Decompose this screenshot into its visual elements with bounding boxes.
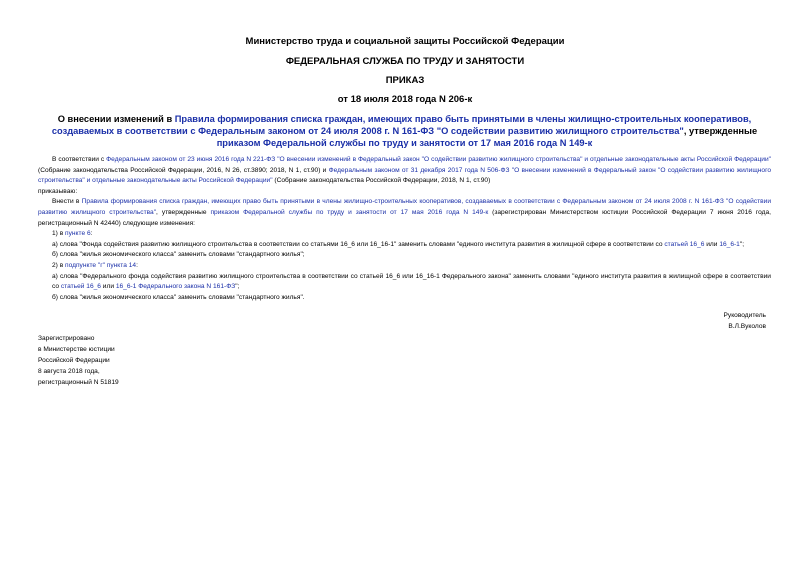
item-text: "; xyxy=(235,283,240,291)
article-16-6-1-link[interactable]: 16_6-1 xyxy=(719,240,740,248)
title-text: О внесении изменений в xyxy=(57,114,175,124)
document-title xyxy=(38,113,771,149)
amendment-paragraph xyxy=(38,197,771,229)
document-type: ПРИКАЗ xyxy=(385,75,425,86)
service-heading: ФЕДЕРАЛЬНАЯ СЛУЖБА ПО ТРУДУ И ЗАНЯТОСТИ xyxy=(285,56,525,67)
item-text: 1) в xyxy=(52,230,66,238)
item-text: : xyxy=(90,230,93,238)
paragraph-text: Внести в xyxy=(52,198,82,206)
item-text: "; xyxy=(739,240,745,248)
registration-line: в Министерстве юстиции xyxy=(38,346,115,353)
order-link[interactable]: приказом Федеральной службы по труду и занятости от 17 мая 2016 года N 149-к xyxy=(210,208,489,216)
item-1 xyxy=(38,229,771,240)
item-text: : xyxy=(136,261,138,269)
item-text: или xyxy=(100,283,116,291)
registration-number: регистрационный N 51819 xyxy=(38,379,119,386)
article-16-6-link[interactable]: статьей 16_6 xyxy=(60,283,101,291)
item-text: или xyxy=(704,240,720,248)
item-text: 2) в xyxy=(52,261,66,269)
item-text: а) слова "Фонда содействия развитию жилищного строительства в соответствии со статьями 16_6 или 16_16-1" заменить словами "единого института развития в жилищной сфере в соответствии со xyxy=(52,240,665,248)
paragraph-text: (Собрание законодательства Российской Федерации, 2018, N 1, ст.90) xyxy=(272,177,491,185)
law-link-506fz[interactable]: Федеральным законом от 31 декабря 2017 года N 506-ФЗ "О внесении изменений в Федеральный закон "О содействии развитию жилищного строительства" и отдельные законодательные акты Российской Федерации" xyxy=(38,166,771,185)
signature-block xyxy=(724,310,766,332)
ministry-heading: Министерство труда и социальной защиты Российской Федерации xyxy=(245,36,565,47)
signatory-position: Руководитель xyxy=(723,312,766,319)
title-link-rules[interactable]: Правила формирования списка граждан, имеющих право быть принятыми в члены жилищно-строительных кооперативов, создаваемых в соответствии с Федеральным законом от 24 июля 2008 г. N 161-ФЗ "О содействии развитию жилищного строительства" xyxy=(51,114,752,136)
subpoint-g-point-14-link[interactable]: подпункте "г" пункта 14 xyxy=(65,261,137,269)
document-date-number: от 18 июля 2018 года N 206-к xyxy=(337,94,473,105)
preamble-paragraph xyxy=(38,155,771,187)
paragraph-text: В соответствии с xyxy=(52,156,107,163)
point-6-link[interactable]: пункте 6 xyxy=(65,230,91,238)
title-text: , утвержденные xyxy=(683,126,758,136)
paragraph-text: , утвержденные xyxy=(156,208,211,216)
rules-link[interactable]: Правила формирования списка граждан, имеющих право быть принятыми в члены жилищно-строительных кооперативов, создаваемых в соответствии с Федеральным законом от 24 июля 2008 г. N 161-ФЗ "О содействии развитию жилищного строительства" xyxy=(38,198,772,216)
registration-line: Российской Федерации xyxy=(38,357,110,364)
item-text: а) слова "Федерального фонда содействия развитию жилищного строительства в соответствии со статьей 16_6 или 16_16-1 Федерального закона" заменить словами "единого института развития в жилищной сфере в соответствии со xyxy=(52,272,771,291)
registration-date: 8 августа 2018 года, xyxy=(38,368,100,375)
document-body xyxy=(38,155,771,303)
item-2 xyxy=(38,261,771,272)
paragraph-text: (зарегистрирован Министерством юстиции Российской Федерации 7 июня 2016 года, регистрационный N 42440) следующие изменения: xyxy=(38,208,771,227)
item-2b: б) слова "жилья экономического класса" заменить словами "стандартного жилья". xyxy=(52,293,305,301)
article-16-6-1-law-link[interactable]: 16_6-1 Федерального закона N 161-ФЗ xyxy=(115,283,236,291)
item-1b: б) слова "жилья экономического класса" заменить словами "стандартного жилья"; xyxy=(52,251,305,259)
paragraph-text: (Собрание законодательства Российской Федерации, 2016, N 26, ст.3890; 2018, N 1, ст.90) и xyxy=(38,166,329,174)
signatory-name: В.Л.Вуколов xyxy=(728,323,766,330)
article-16-6-link[interactable]: статьей 16_6 xyxy=(664,240,705,248)
title-link-order[interactable]: приказом Федеральной службы по труду и занятости от 17 мая 2016 года N 149-к xyxy=(216,138,593,148)
item-2a xyxy=(38,272,771,293)
registration-block xyxy=(38,333,119,388)
item-1a xyxy=(38,240,771,251)
law-link-221fz[interactable]: Федеральным законом от 23 июня 2016 года N 221-ФЗ "О внесении изменений в Федеральный закон "О содействии развитию жилищного строительства" и отдельные законодательные акты Российской Федерации" xyxy=(106,156,771,163)
registration-line: Зарегистрировано xyxy=(38,335,95,342)
order-word: приказываю: xyxy=(38,187,78,195)
